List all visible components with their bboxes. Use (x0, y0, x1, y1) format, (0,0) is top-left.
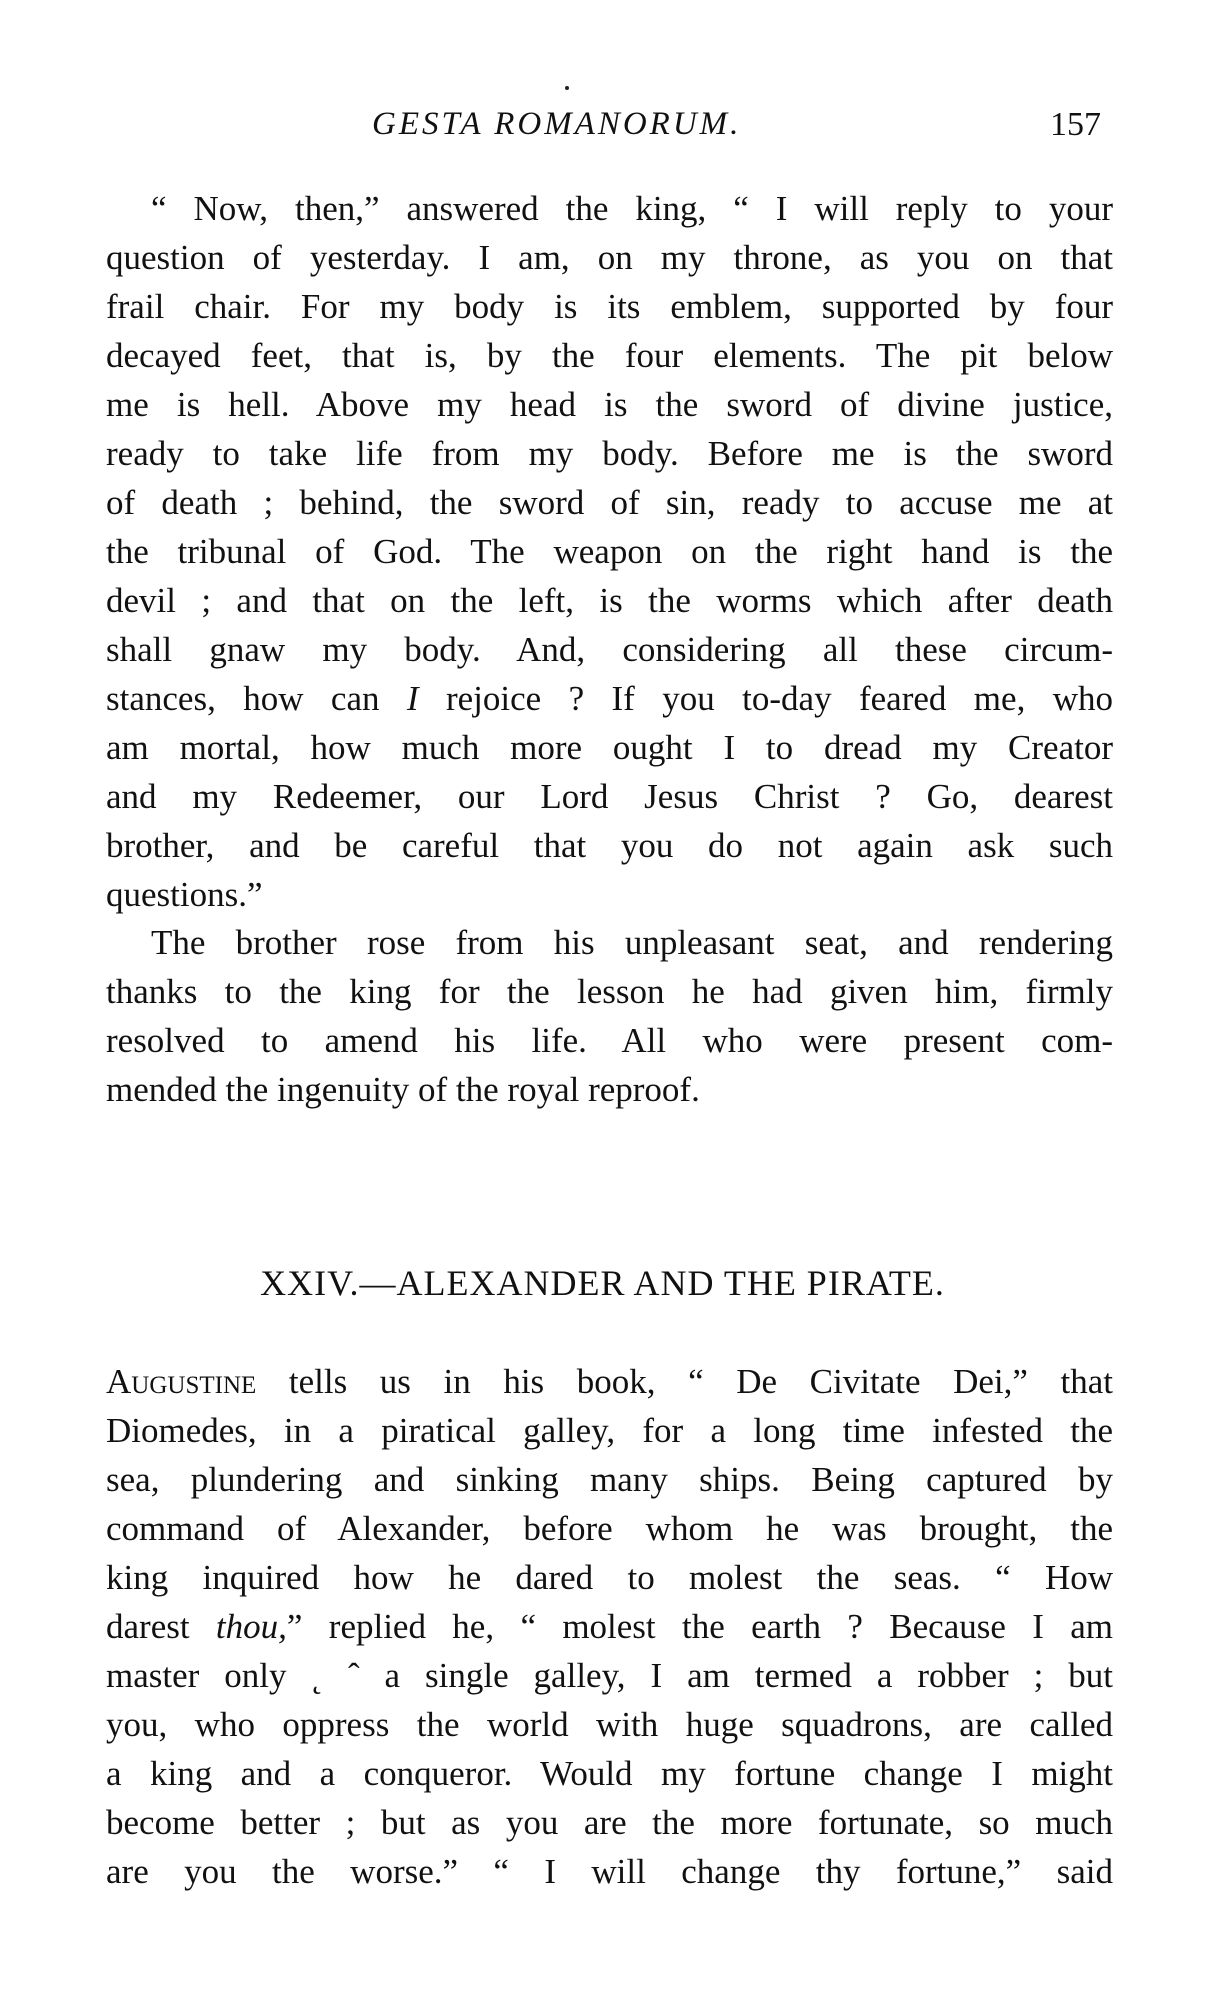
text-line (106, 282, 1113, 331)
text-line (106, 772, 1113, 821)
text-line (106, 1455, 1113, 1504)
text-segment: command of Alexander, before whom he was brought, the (106, 1509, 1113, 1548)
text-line (106, 233, 1113, 282)
text-segment: Diomedes, in a piratical galley, for a long time infested the (106, 1411, 1113, 1450)
text-line (106, 478, 1113, 527)
text-line (106, 527, 1113, 576)
text-segment: resolved to amend his life. All who were present com- (106, 1021, 1113, 1060)
text-segment: shall gnaw my body. And, considering all these circum- (106, 630, 1113, 669)
text-segment: ready to take life from my body. Before me is the sword (106, 434, 1113, 473)
text-segment: ” replied he, “ molest the earth ? Because I am (286, 1607, 1113, 1646)
text-line (106, 429, 1113, 478)
text-segment: stances, how can (106, 679, 407, 718)
italic-text: thou, (215, 1607, 287, 1646)
text-line (106, 870, 1113, 919)
text-segment: decayed feet, that is, by the four elements. The pit below (106, 336, 1113, 375)
text-segment: sea, plundering and sinking many ships. Being captured by (106, 1460, 1113, 1499)
text-line (106, 1406, 1113, 1455)
text-line (106, 1602, 1113, 1651)
text-segment: thanks to the king for the lesson he had given him, firmly (106, 972, 1113, 1011)
text-line (106, 184, 1113, 233)
text-segment: “ Now, then,” answered the king, “ I will reply to your (151, 189, 1113, 228)
text-line (106, 821, 1113, 870)
page-number: 157 (1050, 106, 1101, 143)
text-segment: questions.” (106, 875, 263, 914)
text-line (106, 380, 1113, 429)
text-segment: mended the ingenuity of the royal reproof. (106, 1070, 700, 1109)
italic-text: I (406, 679, 419, 718)
text-segment: frail chair. For my body is its emblem, supported by four (106, 287, 1113, 326)
text-segment: are you the worse.” “ I will change thy fortune,” said (106, 1852, 1113, 1891)
text-segment: a king and a conqueror. Would my fortune change I might (106, 1754, 1113, 1793)
text-line (106, 674, 1113, 723)
text-line (106, 723, 1113, 772)
text-segment: become better ; but as you are the more fortunate, so much (106, 1803, 1113, 1842)
text-segment: master only ˛ ˆ a single galley, I am termed a robber ; but (106, 1656, 1113, 1695)
text-line (106, 918, 1113, 967)
small-caps-text: Augustine (106, 1362, 257, 1401)
text-segment: tells us in his book, “ De Civitate Dei,” that (256, 1362, 1113, 1401)
paragraph-alexander-pirate (106, 1357, 1113, 1896)
text-segment: am mortal, how much more ought I to dread my Creator (106, 728, 1113, 767)
text-line (106, 1357, 1113, 1406)
running-title: GESTA ROMANORUM. (372, 106, 742, 142)
text-line (106, 1065, 1113, 1114)
text-line (106, 331, 1113, 380)
chapter-heading: XXIV.—ALEXANDER AND THE PIRATE. (260, 1263, 945, 1303)
text-line (106, 1016, 1113, 1065)
text-line (106, 967, 1113, 1016)
text-line (106, 1553, 1113, 1602)
text-segment: and my Redeemer, our Lord Jesus Christ ? Go, dearest (106, 777, 1113, 816)
text-segment: devil ; and that on the left, is the worms which after death (106, 581, 1113, 620)
text-segment: me is hell. Above my head is the sword of divine justice, (106, 385, 1113, 424)
paragraph-king-reply (106, 184, 1113, 919)
text-segment: question of yesterday. I am, on my throne, as you on that (106, 238, 1113, 277)
text-line (106, 576, 1113, 625)
text-line (106, 1504, 1113, 1553)
text-line (106, 1651, 1113, 1700)
text-line (106, 625, 1113, 674)
text-line (106, 1700, 1113, 1749)
text-segment: darest (106, 1607, 216, 1646)
text-segment: you, who oppress the world with huge squadrons, are called (106, 1705, 1113, 1744)
text-line (106, 1798, 1113, 1847)
text-line (106, 1749, 1113, 1798)
text-segment: rejoice ? If you to-day feared me, who (418, 679, 1114, 718)
print-speck (565, 86, 569, 90)
paragraph-brother-rose (106, 918, 1113, 1114)
text-segment: The brother rose from his unpleasant seat, and rendering (151, 923, 1113, 962)
text-segment: of death ; behind, the sword of sin, ready to accuse me at (106, 483, 1113, 522)
text-segment: king inquired how he dared to molest the seas. “ How (106, 1558, 1113, 1597)
text-line (106, 1847, 1113, 1896)
text-segment: brother, and be careful that you do not again ask such (106, 826, 1113, 865)
text-segment: the tribunal of God. The weapon on the right hand is the (106, 532, 1113, 571)
